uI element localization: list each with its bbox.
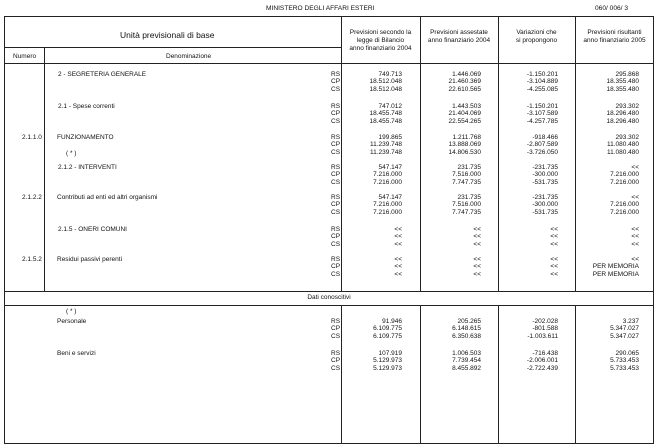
row-value: -3.107.589 [526, 110, 558, 118]
row-value: 18.455.748 [369, 117, 402, 125]
row-value: << [550, 226, 558, 233]
row-value: 18.455.748 [369, 110, 402, 118]
row-value: PER MEMORIA [592, 263, 639, 271]
row-value: -2.722.439 [526, 364, 558, 372]
row-value: 11.080.480 [606, 141, 639, 149]
row-value: << [473, 270, 481, 278]
row-value: << [550, 263, 558, 271]
row-value: 21.460.369 [448, 78, 481, 86]
divider [420, 16, 421, 291]
row-value: << [550, 270, 558, 278]
row-value: 6.350.638 [452, 332, 481, 340]
column-header-prev-assestate: Previsioni assestate anno finanziario 2004 [427, 29, 491, 44]
row-code: CP [331, 141, 341, 149]
row-value: 7.216.000 [373, 171, 402, 179]
row-value: PER MEMORIA [592, 270, 639, 278]
row-value: << [473, 226, 481, 233]
row-value: -716.438 [532, 350, 558, 357]
row-value: 5.129.973 [373, 357, 402, 365]
row-value: << [394, 256, 402, 263]
unit-title: Unità previsionali di base [120, 30, 215, 40]
row-value: 231.735 [457, 164, 481, 171]
row-value: 231.735 [457, 194, 481, 201]
row-denominazione: Beni e servizi [57, 350, 96, 357]
row-value: 7.216.000 [610, 171, 639, 179]
row-code: CP [331, 110, 341, 118]
row-code: CP [331, 263, 341, 271]
row-value: 1.443.503 [452, 103, 481, 110]
row-value: << [550, 233, 558, 241]
divider [575, 16, 576, 291]
row-value: 290.065 [615, 350, 639, 357]
row-value: -1.150.201 [526, 71, 558, 78]
row-value: 22.554.265 [448, 117, 481, 125]
row-value: << [394, 263, 402, 271]
row-value: 7.216.000 [373, 201, 402, 209]
row-code: RS [331, 350, 341, 357]
row-value: 7.516.000 [452, 171, 481, 179]
row-value: 5.347.027 [610, 332, 639, 340]
row-value: 14.806.530 [448, 148, 481, 156]
row-value: 6.148.615 [452, 325, 481, 333]
row-code: RS [331, 226, 341, 233]
row-value: 5.733.453 [610, 357, 639, 365]
row-value: << [394, 233, 402, 241]
divider [4, 291, 654, 292]
row-value: << [631, 233, 639, 241]
row-code: CP [331, 233, 341, 241]
row-value: 3.237 [622, 318, 639, 325]
row-value: 107.919 [378, 350, 402, 357]
column-header-prev-risultanti: Previsioni risultanti anno finanziario 2005 [583, 29, 646, 44]
row-value: -2.006.001 [526, 357, 558, 365]
row-denominazione: Residui passivi perenti [57, 256, 123, 263]
divider [498, 305, 499, 444]
row-denominazione: 2 - SEGRETERIA GENERALE [58, 71, 147, 78]
column-header-numero: Numero [13, 53, 37, 60]
row-value: -918.466 [532, 134, 558, 141]
row-code: RS [331, 103, 341, 110]
row-code: CP [331, 171, 341, 179]
row-value: << [631, 226, 639, 233]
row-value: -300.000 [532, 201, 558, 209]
row-value: 7.216.000 [373, 178, 402, 186]
row-value: 21.404.069 [448, 110, 481, 118]
row-code: CS [331, 364, 341, 372]
row-value: 7.739.454 [452, 357, 481, 365]
row-value: << [550, 240, 558, 248]
divider [498, 16, 499, 291]
row-value: 1.006.503 [452, 350, 481, 357]
row-numero: 2.1.5.2 [22, 256, 42, 263]
row-value: 7.216.000 [610, 201, 639, 209]
row-value: 293.302 [615, 103, 639, 110]
row-denominazione: Personale [57, 318, 87, 325]
row-value: << [473, 263, 481, 271]
row-value: 7.216.000 [610, 178, 639, 186]
row-value: -202.028 [532, 318, 558, 325]
row-numero: 2.1.1.0 [22, 134, 42, 141]
row-value: 295.868 [615, 71, 639, 78]
row-value: -231.735 [532, 164, 558, 171]
row-code: CP [331, 325, 341, 333]
row-denominazione: 2.1.2 - INTERVENTI [58, 164, 117, 171]
divider [575, 305, 576, 444]
row-value: 547.147 [378, 194, 402, 201]
row-code: RS [331, 134, 341, 141]
row-value: 91.946 [382, 318, 402, 325]
row-code: CS [331, 208, 341, 216]
row-value: 13.888.069 [448, 141, 481, 149]
row-value: 18.355.480 [606, 85, 639, 93]
divider [4, 47, 341, 48]
row-code: RS [331, 256, 341, 263]
row-code: CS [331, 270, 341, 278]
row-value: 5.129.973 [373, 364, 402, 372]
divider [341, 16, 342, 291]
row-value: << [394, 270, 402, 278]
row-value: 18.296.480 [606, 110, 639, 118]
row-value: 547.147 [378, 164, 402, 171]
row-code: CS [331, 117, 341, 125]
row-value: << [473, 240, 481, 248]
row-value: << [473, 256, 481, 263]
row-code: CS [331, 85, 341, 93]
row-value: 18.512.048 [369, 78, 402, 86]
row-value: << [631, 194, 639, 201]
row-denominazione: Contributi ad enti ed altri organismi [57, 194, 158, 201]
row-code: CP [331, 357, 341, 365]
row-value: 747.012 [378, 103, 402, 110]
row-value: 5.733.453 [610, 364, 639, 372]
row-value: 18.512.048 [369, 85, 402, 93]
row-value: -531.735 [532, 208, 558, 216]
row-value: 205.265 [457, 318, 481, 325]
row-value: << [631, 256, 639, 263]
row-denominazione: FUNZIONAMENTO [57, 134, 114, 141]
row-value: -4.257.785 [526, 117, 558, 125]
row-value: 11.239.748 [369, 148, 402, 156]
row-value: 293.302 [615, 134, 639, 141]
row-value: << [394, 240, 402, 248]
column-header-denominazione: Denominazione [166, 53, 212, 60]
row-code: RS [331, 194, 341, 201]
row-value: 7.747.735 [452, 208, 481, 216]
row-code: CS [331, 148, 341, 156]
row-value: -801.588 [532, 325, 558, 333]
row-value: -4.255.085 [526, 85, 558, 93]
divider [4, 63, 654, 64]
dati-note: ( * ) [66, 308, 77, 315]
row-value: 7.516.000 [452, 201, 481, 209]
row-code: CP [331, 201, 341, 209]
row-code: CS [331, 332, 341, 340]
divider [420, 305, 421, 444]
row-value: << [631, 240, 639, 248]
column-header-prev-legge: Previsioni secondo la legge di Bilancio anno finanziario 2004 [349, 29, 412, 52]
row-code: RS [331, 318, 341, 325]
row-value: 18.355.480 [606, 78, 639, 86]
row-code: CS [331, 178, 341, 186]
page-reference: 060/ 006/ 3 [595, 5, 628, 12]
row-value: 5.347.027 [610, 325, 639, 333]
row-code: RS [331, 71, 341, 78]
column-header-variazioni: Variazioni che si propongono [515, 29, 558, 44]
row-value: 6.109.775 [373, 325, 402, 333]
row-value: << [631, 164, 639, 171]
row-sub-note: ( * ) [66, 150, 77, 157]
ministry-title: MINISTERO DEGLI AFFARI ESTERI [266, 5, 375, 12]
row-value: -1.003.611 [527, 332, 558, 340]
row-value: -3.726.050 [526, 148, 558, 156]
row-value: 7.747.735 [452, 178, 481, 186]
divider [341, 305, 342, 444]
row-value: -300.000 [532, 171, 558, 179]
row-value: << [394, 226, 402, 233]
row-value: 22.610.565 [448, 85, 481, 93]
row-value: 6.109.775 [373, 332, 402, 340]
row-value: 1.446.069 [452, 71, 481, 78]
row-numero: 2.1.2.2 [22, 194, 42, 201]
row-value: 7.216.000 [610, 208, 639, 216]
row-value: -3.104.889 [526, 78, 558, 86]
row-value: 1.211.768 [452, 134, 481, 141]
row-value: 18.296.480 [606, 117, 639, 125]
row-denominazione: 2.1.5 - ONERI COMUNI [58, 226, 127, 233]
row-denominazione: 2.1 - Spese correnti [58, 103, 115, 110]
divider [44, 47, 45, 291]
row-value: 7.216.000 [373, 208, 402, 216]
row-value: 8.455.892 [452, 364, 481, 372]
row-value: 11.239.748 [369, 141, 402, 149]
row-value: -2.807.589 [526, 141, 558, 149]
row-value: -1.150.201 [526, 103, 558, 110]
dati-conoscitivi-title: Dati conoscitivi [307, 294, 351, 301]
divider [4, 305, 654, 306]
row-code: CP [331, 78, 341, 86]
row-value: 749.713 [378, 71, 402, 78]
row-value: -531.735 [532, 178, 558, 186]
row-value: -231.735 [532, 194, 558, 201]
row-value: << [550, 256, 558, 263]
row-value: 199.865 [378, 134, 402, 141]
row-code: RS [331, 164, 341, 171]
row-code: CS [331, 240, 341, 248]
row-value: << [473, 233, 481, 241]
row-value: 11.080.480 [606, 148, 639, 156]
